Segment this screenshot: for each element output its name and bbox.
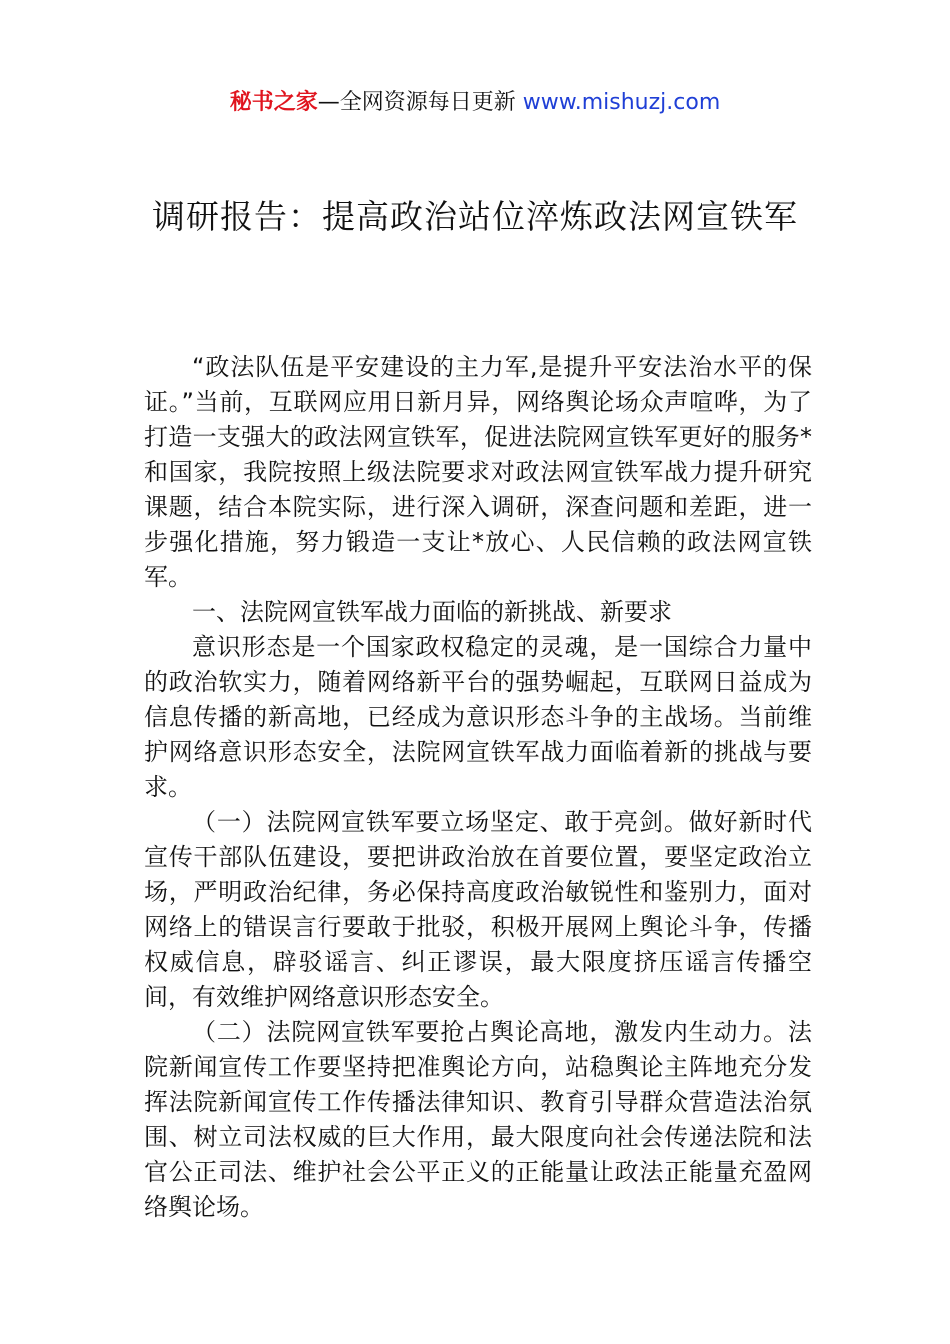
site-brand: 秘书之家: [229, 90, 318, 115]
subsection-paragraph-1: （一）法院网宣铁军要立场坚定、敢于亮剑。做好新时代宣传干部队伍建设，要把讲政治放在首要位置，要坚定政治立场，严明政治纪律，务必保持高度政治敏锐性和鉴别力，面对网络上的错误言行要敢于批驳，积极开展网上舆论斗争，传播权威信息，辟驳谣言、纠正谬误，最大限度挤压谣言传播空间，有效维护网络意识形态安全。: [144, 808, 812, 1011]
subsection-paragraph-2: （二）法院网宣铁军要抢占舆论高地，激发内生动力。法院新闻宣传工作要坚持把准舆论方向，站稳舆论主阵地充分发挥法院新闻宣传工作传播法律知识、教育引导群众营造法治氛围、树立司法权威的巨大作用，最大限度向社会传递法院和法官公正司法、维护社会公平正义的正能量让政法正能量充盈网络舆论场。: [144, 1018, 812, 1221]
site-tagline: —全网资源每日更新: [317, 90, 516, 115]
body-paragraph: 意识形态是一个国家政权稳定的灵魂，是一国综合力量中的政治软实力，随着网络新平台的强势崛起，互联网日益成为信息传播的新高地，已经成为意识形态斗争的主战场。当前维护网络意识形态安全，法院网宣铁军战力面临着新的挑战与要求。: [144, 633, 812, 801]
section-heading-1: 一、法院网宣铁军战力面临的新挑战、新要求: [192, 598, 672, 626]
document-title: 调研报告：提高政治站位淬炼政法网宣铁军: [152, 197, 798, 236]
site-header: [0, 88, 950, 118]
intro-paragraph: “政法队伍是平安建设的主力军,是提升平安法治水平的保证。”当前，互联网应用日新月异，网络舆论场众声喧哗，为了打造一支强大的政法网宣铁军，促进法院网宣铁军更好的服务*和国家，我院按照上级法院要求对政法网宣铁军战力提升研究课题，结合本院实际，进行深入调研，深查问题和差距，进一步强化措施，努力锻造一支让*放心、人民信赖的政法网宣铁军。: [144, 353, 812, 591]
document-body: [144, 350, 812, 1225]
site-url-link[interactable]: www.mishuzj.com: [522, 90, 721, 115]
